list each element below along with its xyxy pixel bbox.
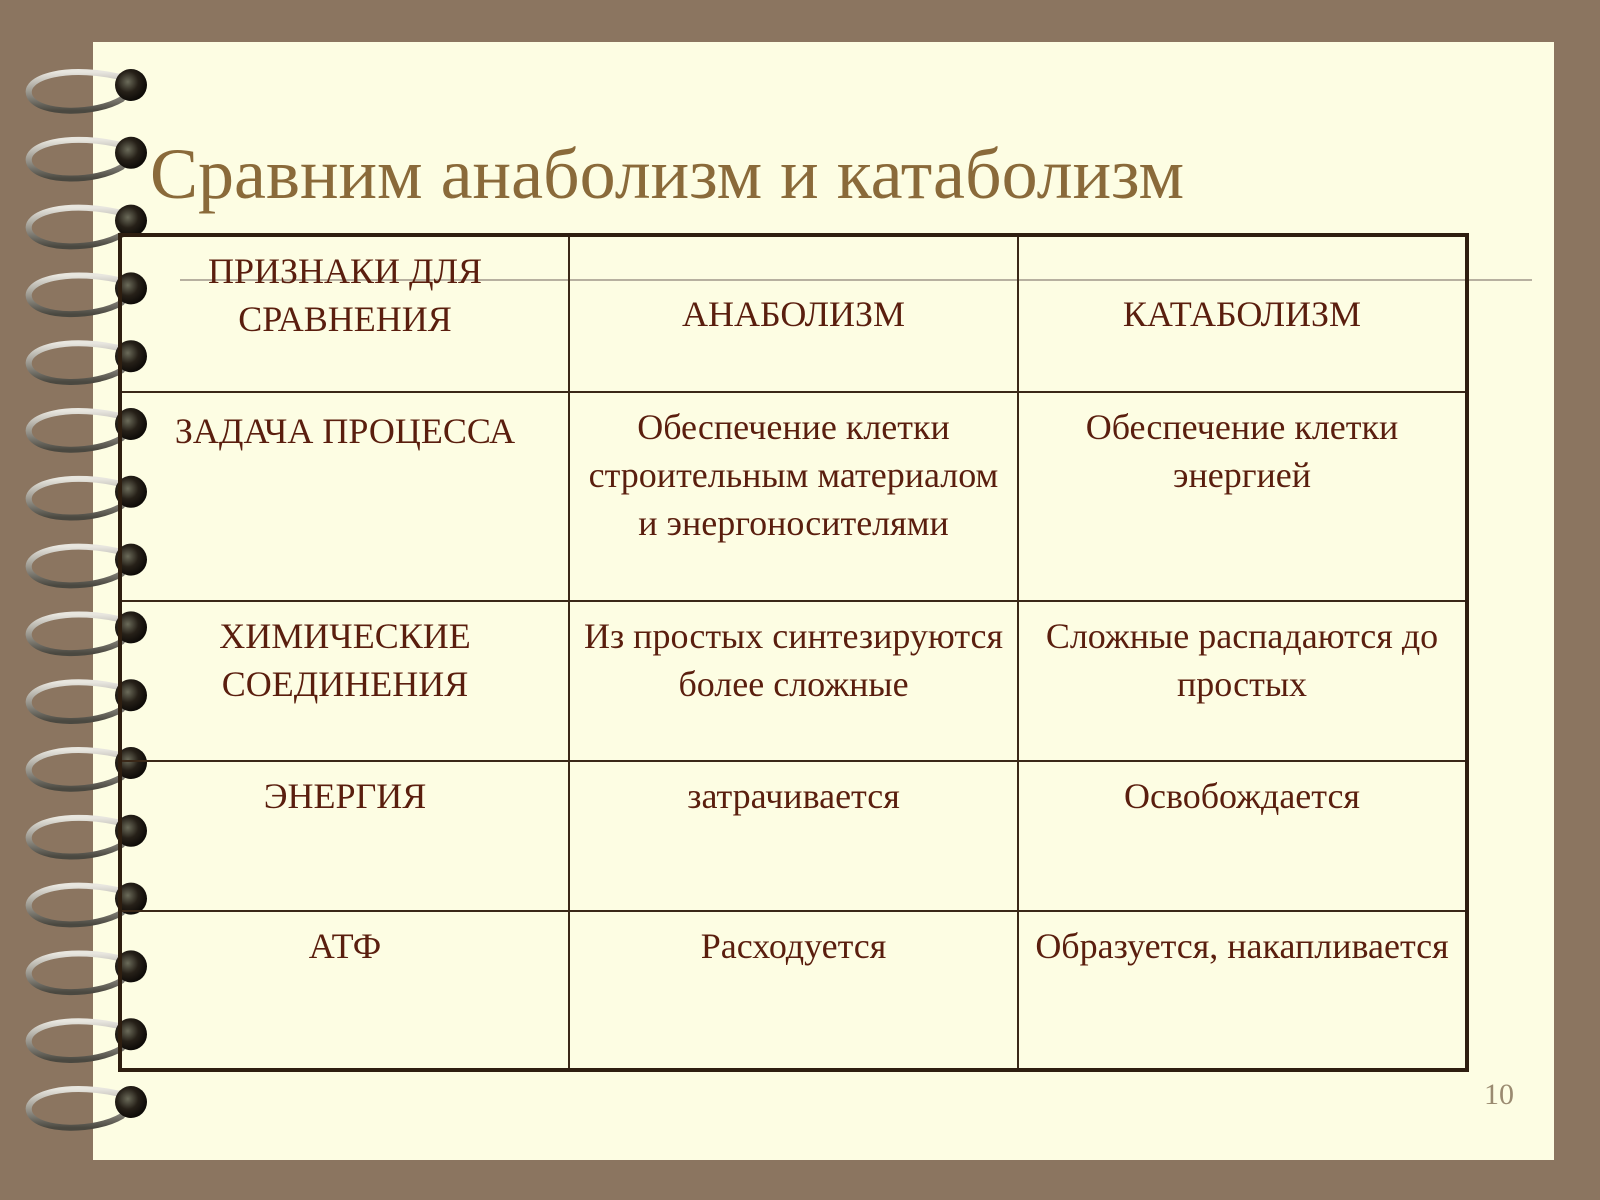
row-criterion: ЗАДАЧА ПРОЦЕССА [120,392,569,601]
slide-title: Сравним анаболизм и катаболизм [150,134,1185,214]
row-catabolism: Освобождается [1018,761,1467,911]
table-header-row [120,235,1467,392]
row-anabolism: затрачивается [569,761,1018,911]
row-anabolism: Расходуется [569,911,1018,1070]
binding-ring [29,1086,147,1128]
row-catabolism: Сложные распадаются до простых [1018,601,1467,761]
table-row [120,392,1467,601]
table-row [120,761,1467,911]
header-criteria: ПРИЗНАКИ ДЛЯ СРАВНЕНИЯ [120,235,569,392]
row-criterion: АТФ [120,911,569,1070]
table-row [120,601,1467,761]
comparison-table [118,233,1469,1072]
row-criterion: ХИМИЧЕСКИЕ СОЕДИНЕНИЯ [120,601,569,761]
row-criterion: ЭНЕРГИЯ [120,761,569,911]
row-catabolism: Образуется, накапливается [1018,911,1467,1070]
page-number: 10 [1484,1078,1514,1111]
row-anabolism: Из простых синтезируются более сложные [569,601,1018,761]
row-anabolism: Обеспечение клетки строительным материалом и энергоносителями [569,392,1018,601]
header-anabolism: АНАБОЛИЗМ [569,235,1018,392]
binding-ring [29,69,147,111]
binding-ring [29,137,147,179]
row-catabolism: Обеспечение клетки энергией [1018,392,1467,601]
header-catabolism: КАТАБОЛИЗМ [1018,235,1467,392]
table-row [120,911,1467,1070]
